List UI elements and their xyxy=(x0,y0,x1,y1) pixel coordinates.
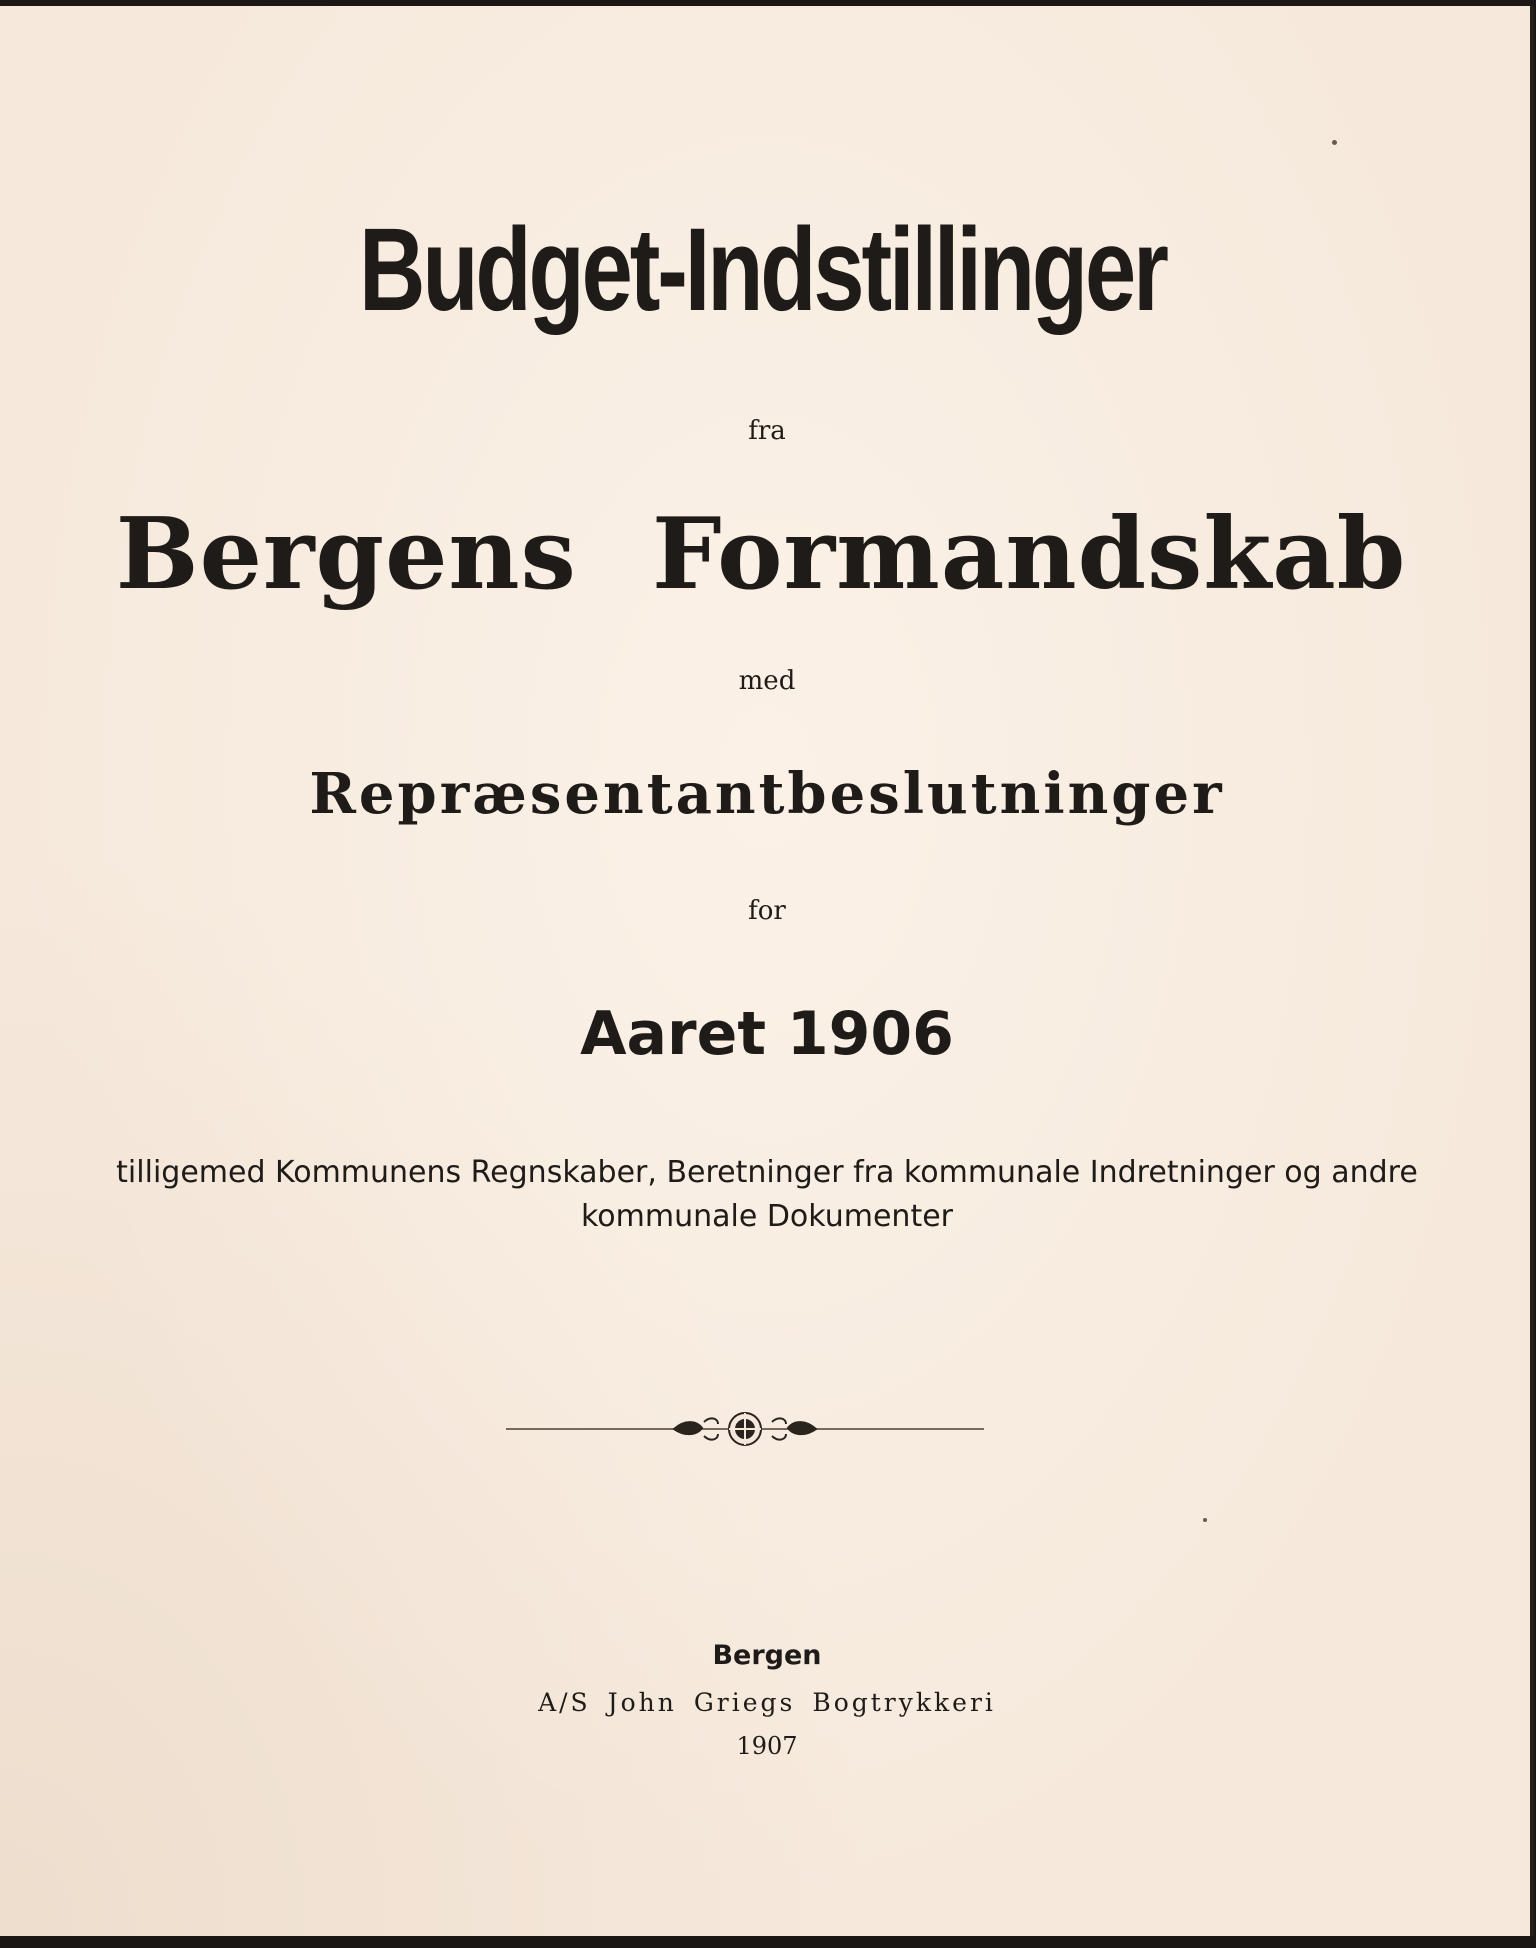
imprint-printer: A/S John Griegs Bogtrykkeri xyxy=(538,1688,996,1717)
issuing-body: Bergens Formandskab xyxy=(115,497,1407,612)
title-page xyxy=(0,6,1534,1936)
document-subtitle: tilligemed Kommunens Regnskaber, Beretninger fra kommunale Indretninger og andre kommunale Dokumenter xyxy=(116,1155,1418,1234)
imprint-place: Bergen xyxy=(712,1640,822,1671)
document-subject: Repræsentantbeslutninger xyxy=(309,761,1225,827)
connector-for: for xyxy=(748,896,786,926)
document-title: Budget-Indstillinger xyxy=(358,204,1166,336)
document-year: Aaret 1906 xyxy=(580,999,954,1069)
paper-speck xyxy=(1203,1518,1207,1522)
imprint-year: 1907 xyxy=(736,1732,798,1760)
connector-fra: fra xyxy=(748,416,786,446)
fleuron-ornament-icon xyxy=(506,1406,984,1452)
connector-med: med xyxy=(738,666,796,696)
paper-speck xyxy=(1332,140,1337,145)
